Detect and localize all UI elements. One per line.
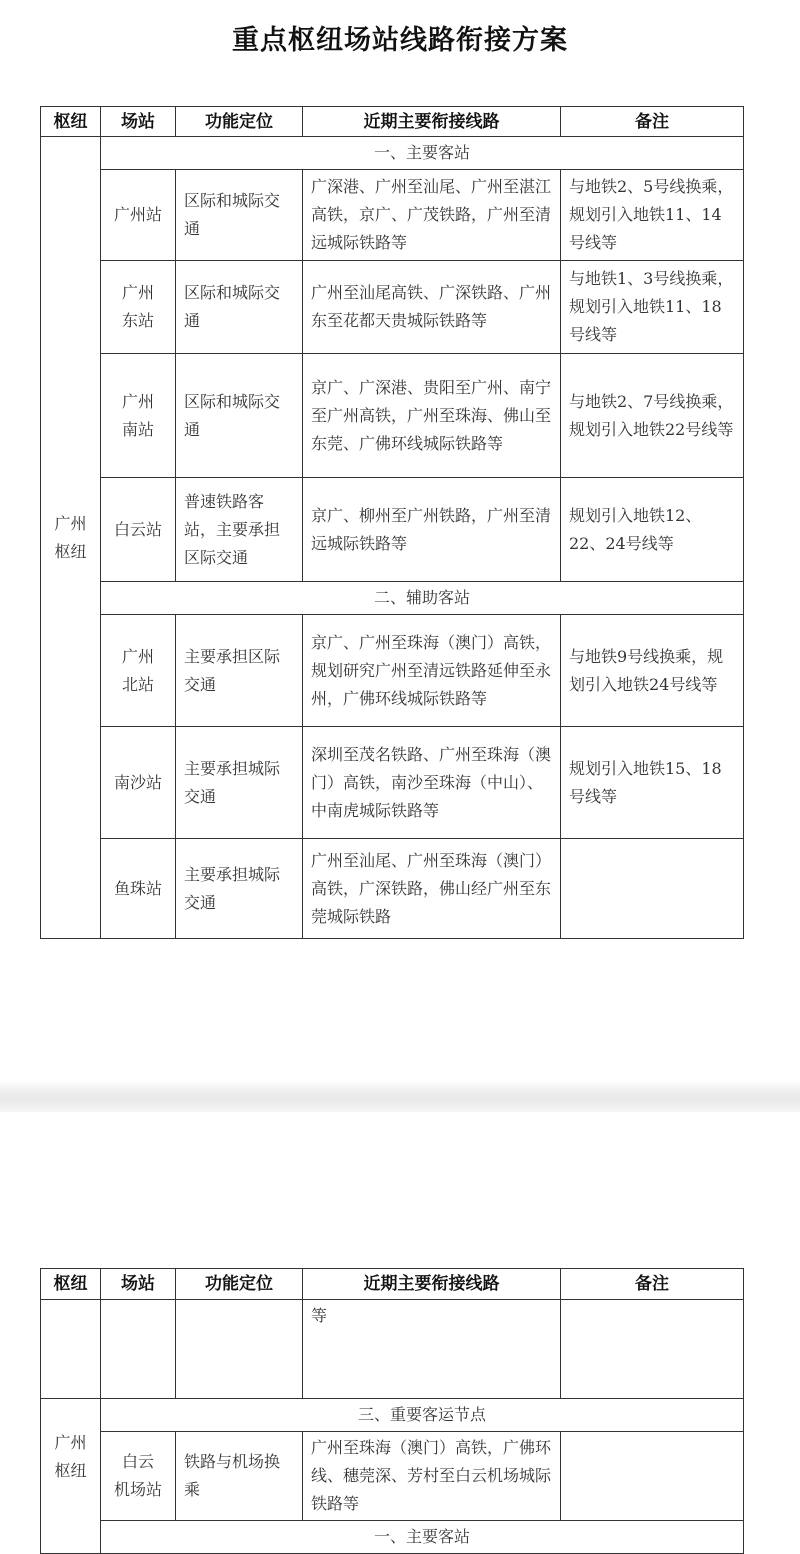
station-cell: 南沙站 xyxy=(101,727,176,839)
header-station: 场站 xyxy=(101,107,176,137)
remarks-cell: 规划引入地铁12、22、24号线等 xyxy=(561,478,744,582)
function-cell: 区际和城际交通 xyxy=(176,261,303,354)
section-aux: 二、辅助客站 xyxy=(101,582,744,615)
section-main-repeat: 一、主要客站 xyxy=(101,1521,744,1554)
header-function: 功能定位 xyxy=(176,107,303,137)
table-row xyxy=(41,1300,744,1399)
table-row xyxy=(41,478,744,582)
lines-cell: 深圳至茂名铁路、广州至珠海（澳门）高铁，南沙至珠海（中山）、中南虎城际铁路等 xyxy=(303,727,561,839)
remarks-cell: 规划引入地铁15、18号线等 xyxy=(561,727,744,839)
table-row xyxy=(41,839,744,939)
station-cell: 白云 机场站 xyxy=(101,1432,176,1521)
section-node: 三、重要客运节点 xyxy=(101,1399,744,1432)
remarks-cell: 与地铁2、5号线换乘，规划引入地铁11、14号线等 xyxy=(561,170,744,261)
function-cell: 主要承担城际交通 xyxy=(176,727,303,839)
header-lines: 近期主要衔接线路 xyxy=(303,1269,561,1300)
station-cell-empty xyxy=(101,1300,176,1399)
header-remarks: 备注 xyxy=(561,1269,744,1300)
remarks-cell: 与地铁9号线换乘，规划引入地铁24号线等 xyxy=(561,615,744,727)
function-cell: 主要承担城际交通 xyxy=(176,839,303,939)
lines-cell: 广州至珠海（澳门）高铁，广佛环线、穗莞深、芳村至白云机场城际铁路等 xyxy=(303,1432,561,1521)
table-row xyxy=(41,261,744,354)
function-cell: 铁路与机场换乘 xyxy=(176,1432,303,1521)
header-hub: 枢纽 xyxy=(41,107,101,137)
header-remarks: 备注 xyxy=(561,107,744,137)
remarks-cell xyxy=(561,1432,744,1521)
table-row xyxy=(41,615,744,727)
page-title: 重点枢纽场站线路衔接方案 xyxy=(232,25,568,56)
function-cell-empty xyxy=(176,1300,303,1399)
remarks-cell: 与地铁1、3号线换乘，规划引入地铁11、18号线等 xyxy=(561,261,744,354)
lines-cell: 京广、广深港、贵阳至广州、南宁至广州高铁，广州至珠海、佛山至东莞、广佛环线城际铁路等 xyxy=(303,354,561,478)
function-cell: 区际和城际交通 xyxy=(176,354,303,478)
lines-cell: 京广、广州至珠海（澳门）高铁，规划研究广州至清远铁路延伸至永州，广佛环线城际铁路等 xyxy=(303,615,561,727)
lines-cell: 广深港、广州至汕尾、广州至湛江高铁，京广、广茂铁路，广州至清远城际铁路等 xyxy=(303,170,561,261)
hub-cell: 广州 枢纽 xyxy=(41,1399,101,1554)
function-cell: 普速铁路客站，主要承担区际交通 xyxy=(176,478,303,582)
remarks-cell xyxy=(561,839,744,939)
table-row xyxy=(41,170,744,261)
remarks-cell: 与地铁2、7号线换乘，规划引入地铁22号线等 xyxy=(561,354,744,478)
station-cell: 广州 北站 xyxy=(101,615,176,727)
table-row xyxy=(41,727,744,839)
remarks-cell-empty xyxy=(561,1300,744,1399)
station-cell: 广州 东站 xyxy=(101,261,176,354)
section-main: 一、主要客站 xyxy=(101,137,744,170)
function-cell: 区际和城际交通 xyxy=(176,170,303,261)
station-cell: 广州站 xyxy=(101,170,176,261)
header-station: 场站 xyxy=(101,1269,176,1300)
station-cell: 白云站 xyxy=(101,478,176,582)
hub-table-page2 xyxy=(40,1268,744,1554)
header-hub: 枢纽 xyxy=(41,1269,101,1300)
hub-cell: 广州 枢纽 xyxy=(41,137,101,939)
station-cell: 广州 南站 xyxy=(101,354,176,478)
header-lines: 近期主要衔接线路 xyxy=(303,107,561,137)
lines-cell: 广州至汕尾、广州至珠海（澳门）高铁，广深铁路，佛山经广州至东莞城际铁路 xyxy=(303,839,561,939)
lines-cell: 广州至汕尾高铁、广深铁路、广州东至花都天贵城际铁路等 xyxy=(303,261,561,354)
lines-cell: 京广、柳州至广州铁路，广州至清远城际铁路等 xyxy=(303,478,561,582)
table-row xyxy=(41,1432,744,1521)
station-cell: 鱼珠站 xyxy=(101,839,176,939)
hub-cell-empty xyxy=(41,1300,101,1399)
hub-table-page1 xyxy=(40,106,744,939)
header-function: 功能定位 xyxy=(176,1269,303,1300)
function-cell: 主要承担区际交通 xyxy=(176,615,303,727)
page-break xyxy=(0,1080,800,1112)
lines-cell: 等 xyxy=(303,1300,561,1399)
table-row xyxy=(41,354,744,478)
